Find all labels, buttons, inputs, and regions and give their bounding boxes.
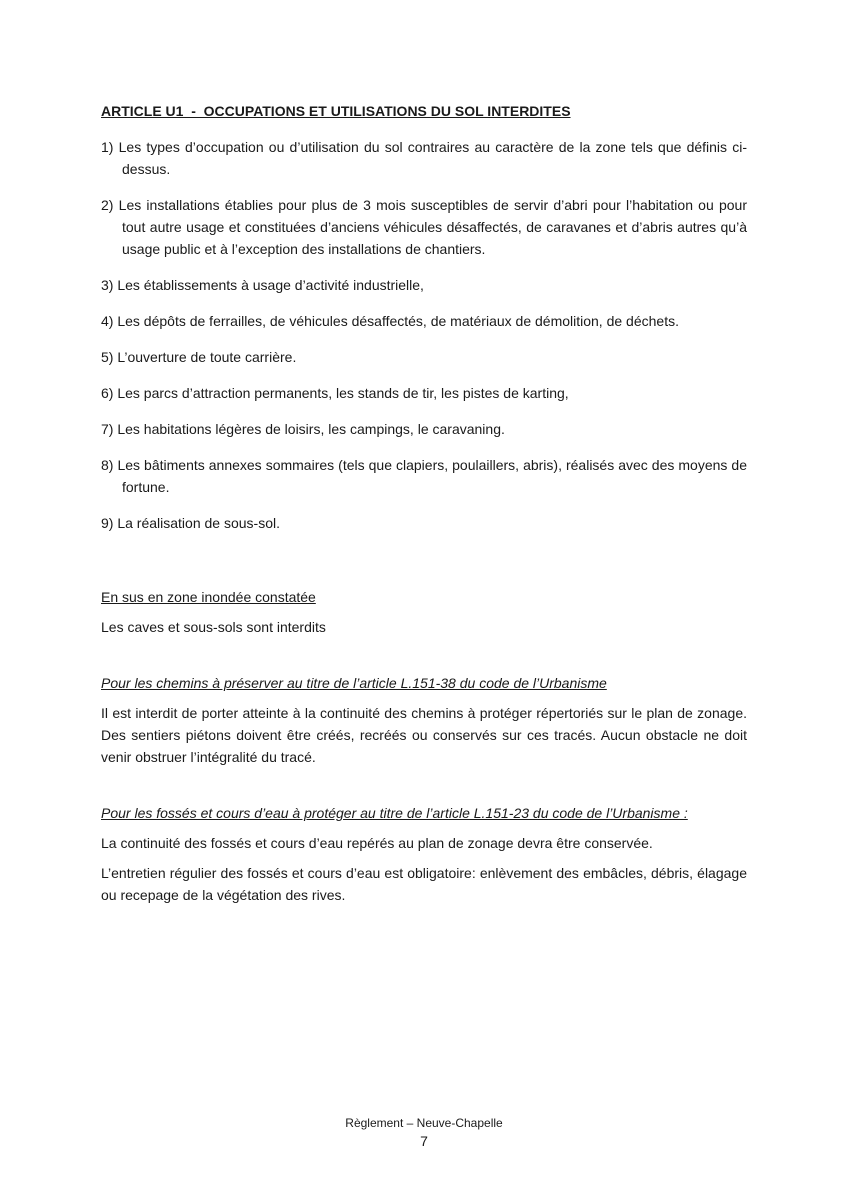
- list-item: 5) L’ouverture de toute carrière.: [101, 349, 297, 365]
- list-item: 2) Les installations établies pour plus de 3 mois susceptibles de servir d’abri pour l’habitation ou pour tout autre usage et constituées d’anciens véhicules désaffectés, de caravanes et d’abris autres qu’à usage public et à l’exception des installations de chantiers.: [101, 197, 747, 257]
- list-item: 8) Les bâtiments annexes sommaires (tels que clapiers, poulaillers, abris), réalisés avec des moyens de fortune.: [101, 457, 747, 495]
- ditches-text-maintenance: L’entretien régulier des fossés et cours d’eau est obligatoire: enlèvement des embâcles, débris, élagage ou recepage de la végétation des rives.: [101, 865, 747, 903]
- ditches-heading: Pour les fossés et cours d’eau à protéger au titre de l’article L.151-23 du code de l’Urbanisme :: [101, 805, 688, 821]
- list-item: 7) Les habitations légères de loisirs, les campings, le caravaning.: [101, 421, 505, 437]
- paths-text: Il est interdit de porter atteinte à la continuité des chemins à protéger répertoriés sur le plan de zonage. Des sentiers piétons doivent être créés, recréés ou conservés sur ces tracés. Aucun obstacle ne doit venir obstruer l’intégralité du tracé.: [101, 705, 747, 765]
- list-item: 3) Les établissements à usage d’activité industrielle,: [101, 277, 424, 293]
- ditches-text-continuity: La continuité des fossés et cours d’eau repérés au plan de zonage devra être conservée.: [101, 835, 653, 851]
- flood-zone-text: Les caves et sous-sols sont interdits: [101, 619, 326, 635]
- list-item: 1) Les types d’occupation ou d’utilisation du sol contraires au caractère de la zone tels que définis ci-dessus.: [101, 139, 747, 177]
- document-page: [101, 100, 747, 914]
- footer-label: Règlement – Neuve-Chapelle: [345, 1116, 503, 1130]
- list-item: 6) Les parcs d’attraction permanents, les stands de tir, les pistes de karting,: [101, 385, 569, 401]
- prohibited-uses-list: [101, 136, 747, 534]
- list-item: 4) Les dépôts de ferrailles, de véhicules désaffectés, de matériaux de démolition, de déchets.: [101, 313, 679, 329]
- flood-zone-heading: En sus en zone inondée constatée: [101, 589, 316, 605]
- article-title: ARTICLE U1 - OCCUPATIONS ET UTILISATIONS DU SOL INTERDITES: [101, 103, 571, 119]
- list-item: 9) La réalisation de sous-sol.: [101, 515, 280, 531]
- paths-heading: Pour les chemins à préserver au titre de l’article L.151-38 du code de l’Urbanisme: [101, 675, 607, 691]
- page-number: 7: [420, 1133, 428, 1149]
